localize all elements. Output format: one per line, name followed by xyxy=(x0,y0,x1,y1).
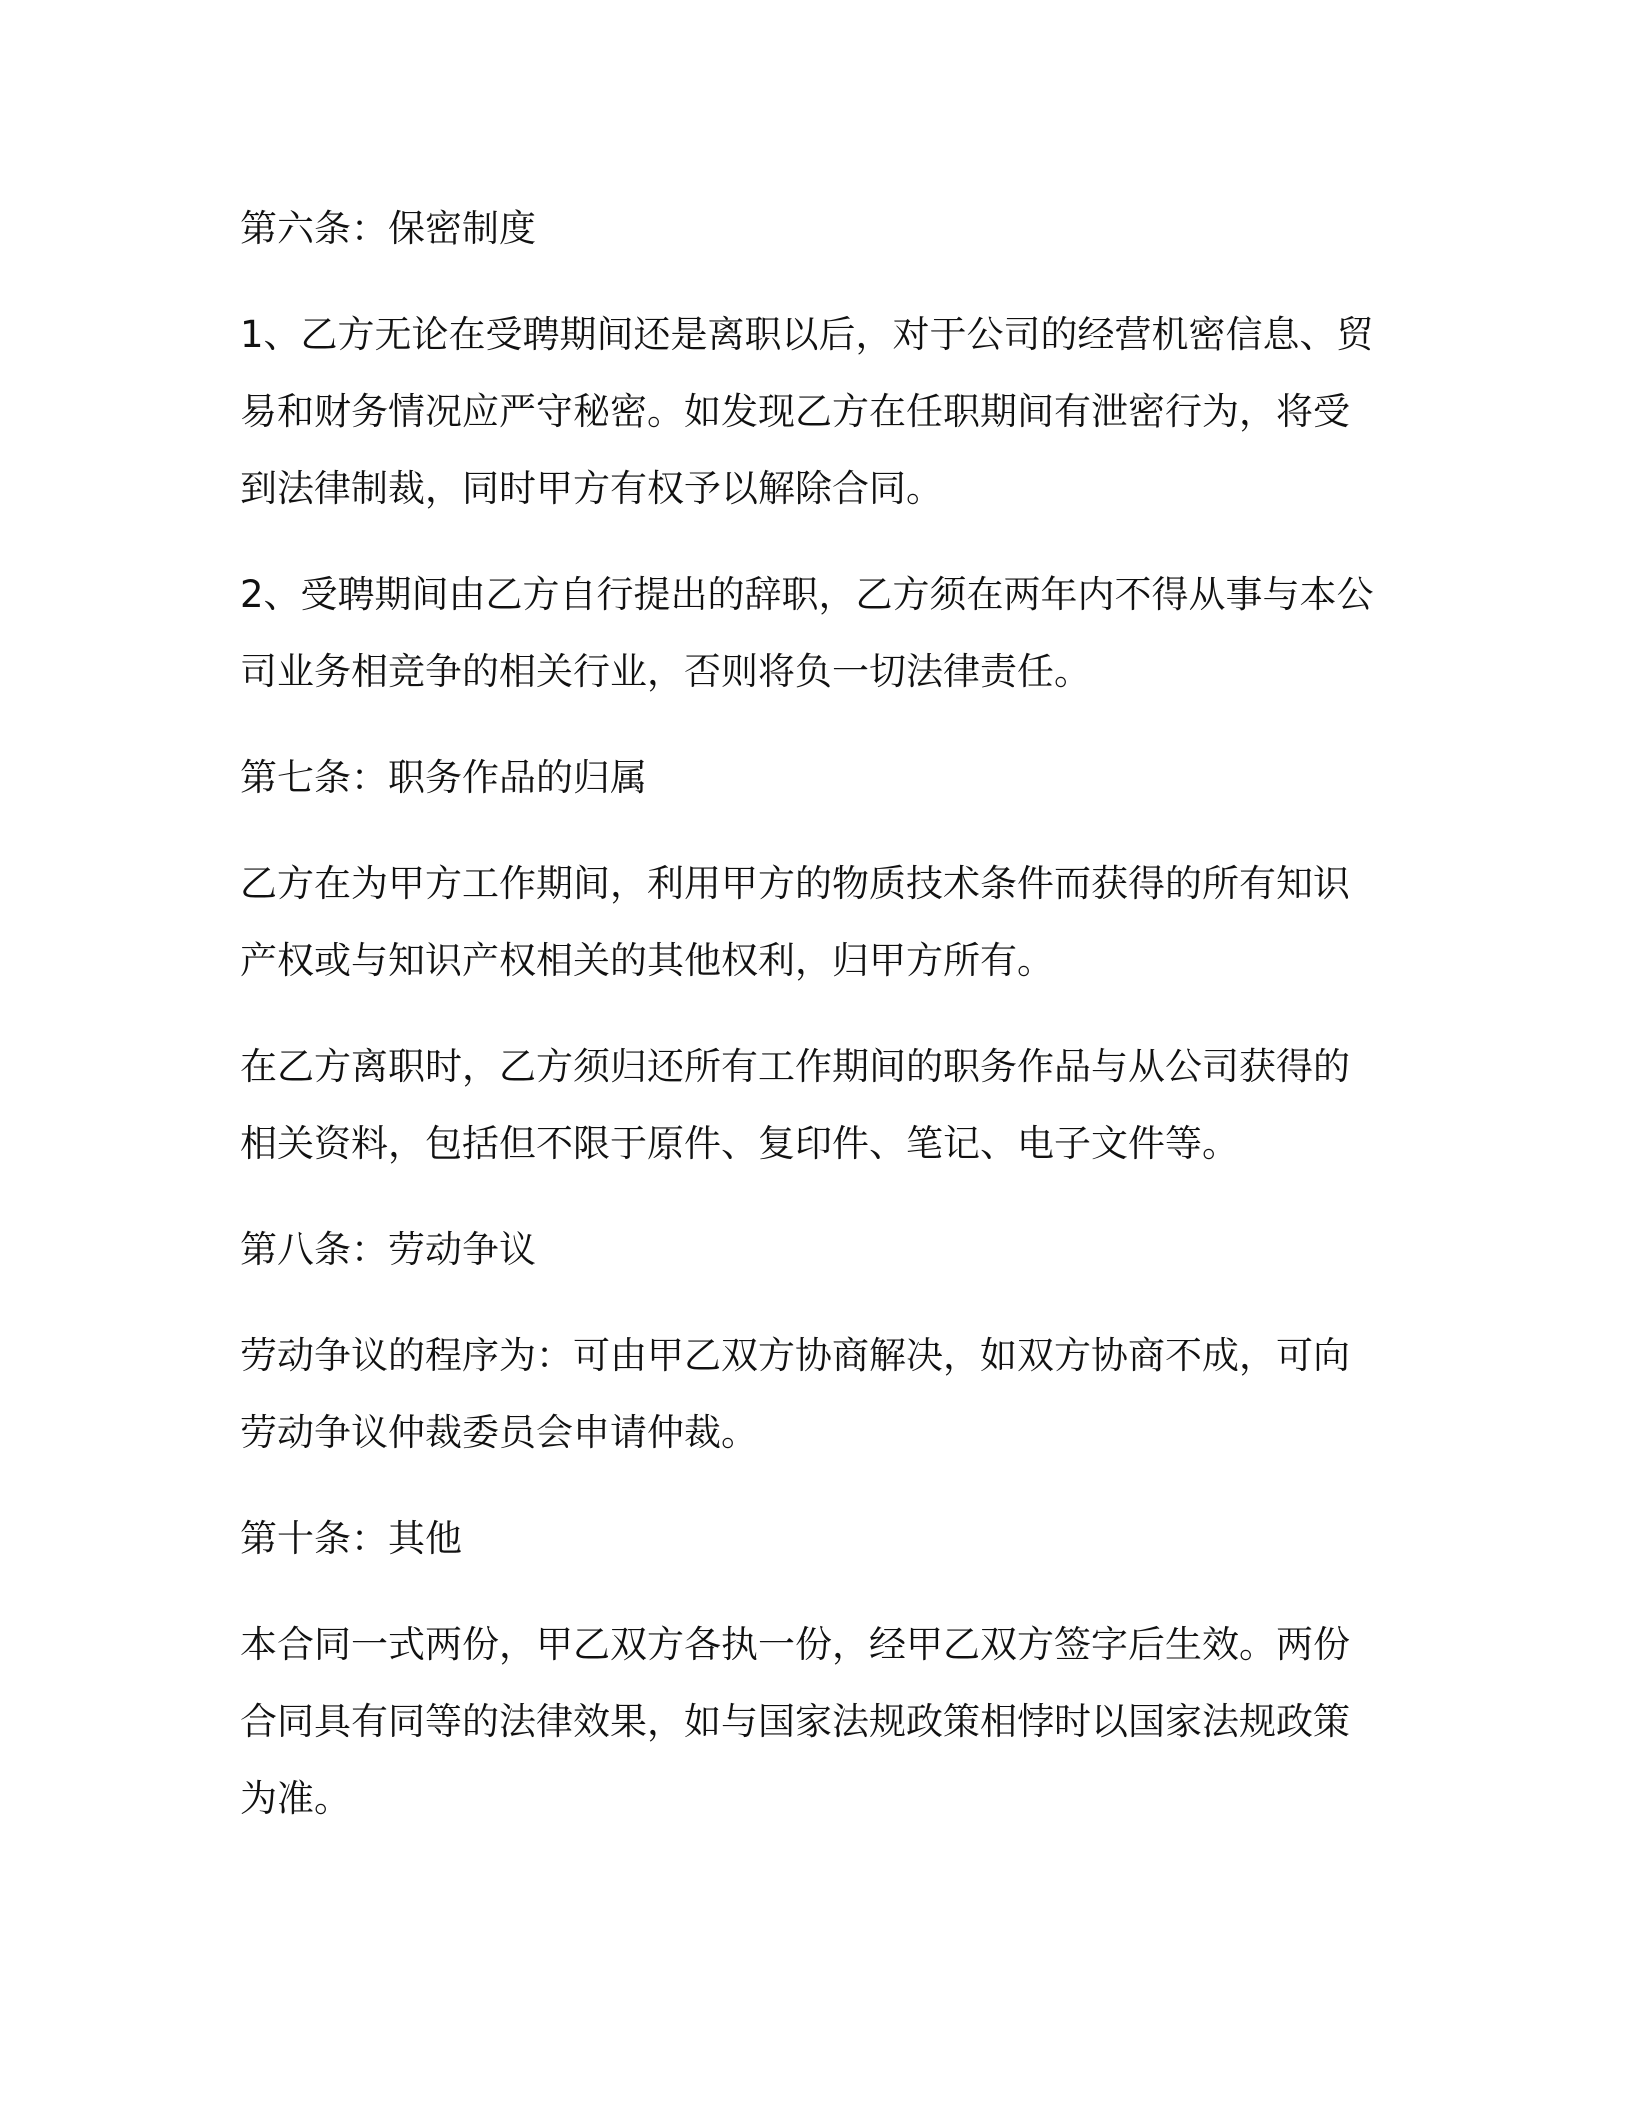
text-line: 相关资料，包括但不限于原件、复印件、笔记、电子文件等。 xyxy=(240,1122,1239,1165)
text-line: 劳动争议的程序为：可由甲乙双方协商解决，如双方协商不成，可向 xyxy=(240,1334,1350,1377)
text-line: 2、受聘期间由乙方自行提出的辞职，乙方须在两年内不得从事与本公 xyxy=(240,573,1374,616)
text-line: 产权或与知识产权相关的其他权利，归甲方所有。 xyxy=(240,939,1054,982)
text-line: 司业务相竞争的相关行业，否则将负一切法律责任。 xyxy=(240,650,1091,693)
text-line: 本合同一式两份，甲乙双方各执一份，经甲乙双方签字后生效。两份 xyxy=(240,1623,1350,1666)
text-line: 为准。 xyxy=(240,1777,351,1820)
article-7-paragraph-2 xyxy=(240,1028,1380,1182)
article-8-heading: 第八条：劳动争议 xyxy=(240,1228,536,1271)
article-8-paragraph-1 xyxy=(240,1317,1380,1471)
text-line: 合同具有同等的法律效果，如与国家法规政策相悖时以国家法规政策 xyxy=(240,1700,1350,1743)
text-line: 乙方在为甲方工作期间，利用甲方的物质技术条件而获得的所有知识 xyxy=(240,862,1350,905)
text-line: 易和财务情况应严守秘密。如发现乙方在任职期间有泄密行为，将受 xyxy=(240,390,1350,433)
article-6-clause-2 xyxy=(240,556,1380,710)
article-7-heading: 第七条：职务作品的归属 xyxy=(240,756,647,799)
article-6-heading: 第六条：保密制度 xyxy=(240,207,536,250)
article-7-paragraph-1 xyxy=(240,845,1380,999)
document-page xyxy=(240,190,1380,1866)
article-10-heading: 第十条：其他 xyxy=(240,1517,462,1560)
text-line: 1、乙方无论在受聘期间还是离职以后，对于公司的经营机密信息、贸 xyxy=(240,313,1374,356)
text-line: 在乙方离职时，乙方须归还所有工作期间的职务作品与从公司获得的 xyxy=(240,1045,1350,1088)
article-10-paragraph-1 xyxy=(240,1606,1380,1837)
text-line: 到法律制裁，同时甲方有权予以解除合同。 xyxy=(240,467,943,510)
article-6-clause-1 xyxy=(240,296,1380,527)
text-line: 劳动争议仲裁委员会申请仲裁。 xyxy=(240,1411,758,1454)
